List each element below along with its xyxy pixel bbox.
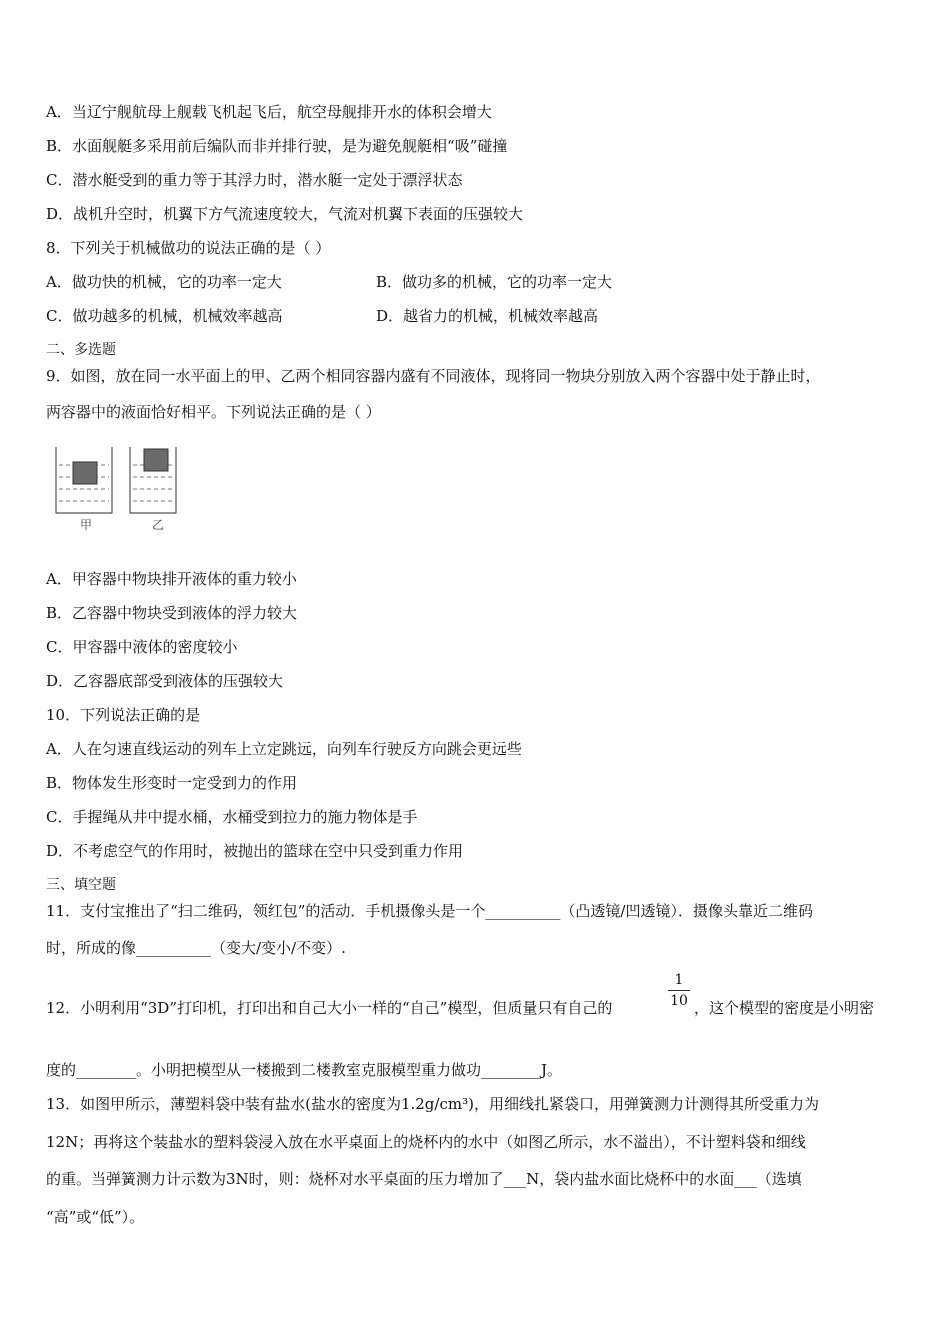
- q10-option-d: D．不考虑空气的作用时，被抛出的篮球在空中只受到重力作用: [46, 842, 464, 860]
- label-right-container: 乙: [151, 518, 165, 532]
- q7-option-d: D．战机升空时，机翼下方气流速度较大，气流对机翼下表面的压强较大: [46, 205, 524, 223]
- fraction-one-tenth: [668, 972, 690, 1009]
- section-heading-fill-in: 三、填空题: [46, 877, 116, 893]
- q10-option-c: C．手握绳从井中提水桶，水桶受到拉力的施力物体是手: [46, 808, 418, 826]
- block-in-left-container: [73, 462, 97, 484]
- fraction-numerator: 1: [674, 972, 684, 988]
- q11-line1: 11．支付宝推出了“扫二维码，领红包”的活动．手机摄像头是一个__________（凸透镜/凹透镜）．摄像头靠近二维码: [46, 902, 813, 920]
- q13-line1: 13．如图甲所示，薄塑料袋中装有盐水(盐水的密度为1.2g/cm³)，用细线扎紧袋口，用弹簧测力计测得其所受重力为: [46, 1095, 819, 1113]
- q9-stem-line1: 9．如图，放在同一水平面上的甲、乙两个相同容器内盛有不同液体，现将同一物块分别放入两个容器中处于静止时，: [46, 367, 821, 385]
- q9-option-c: C．甲容器中液体的密度较小: [46, 638, 238, 656]
- label-left-container: 甲: [79, 518, 93, 532]
- q9-stem-line2: 两容器中的液面恰好相平。下列说法正确的是（ ）: [46, 403, 381, 421]
- q12-line1-start: 12．小明利用“3D”打印机，打印出和自己大小一样的“自己”模型，但质量只有自己的: [46, 999, 613, 1017]
- q12-line2: 度的________。小明把模型从一楼搬到二楼教室克服模型重力做功________J。: [46, 1061, 563, 1079]
- q7-option-c: C．潜水艇受到的重力等于其浮力时，潜水艇一定处于漂浮状态: [46, 171, 463, 189]
- q10-option-a: A．人在匀速直线运动的列车上立定跳远，向列车行驶反方向跳会更远些: [46, 740, 522, 758]
- q9-container-figure: [50, 443, 180, 535]
- q13-line4: “高”或“低”）。: [46, 1208, 145, 1226]
- q13-line3: 的重。当弹簧测力计示数为3N时，则：烧杯对水平桌面的压力增加了___N，袋内盐水面比烧杯中的水面___（选填: [46, 1170, 802, 1188]
- q8-option-a: A．做功快的机械，它的功率一定大: [46, 273, 282, 291]
- q11-line2: 时，所成的像__________（变大/变小/不变）.: [46, 939, 346, 957]
- q10-stem: 10．下列说法正确的是: [46, 706, 201, 724]
- container-diagram: [50, 443, 180, 535]
- section-heading-multiple-choice: 二、多选题: [46, 342, 116, 358]
- fraction-denominator: 10: [670, 993, 688, 1009]
- q9-option-b: B．乙容器中物块受到液体的浮力较大: [46, 604, 298, 622]
- q8-stem: 8．下列关于机械做功的说法正确的是（ ）: [46, 239, 331, 257]
- q7-option-a: A．当辽宁舰航母上舰载飞机起飞后，航空母舰排开水的体积会增大: [46, 103, 492, 121]
- q8-option-b: B．做功多的机械，它的功率一定大: [376, 273, 613, 291]
- block-in-right-container: [144, 449, 168, 471]
- q9-option-a: A．甲容器中物块排开液体的重力较小: [46, 570, 297, 588]
- q10-option-b: B．物体发生形变时一定受到力的作用: [46, 774, 298, 792]
- q13-line2: 12N；再将这个装盐水的塑料袋浸入放在水平桌面上的烧杯内的水中（如图乙所示，水不溢出），不计塑料袋和细线: [46, 1133, 806, 1151]
- q9-option-d: D．乙容器底部受到液体的压强较大: [46, 672, 284, 690]
- q8-option-d: D．越省力的机械，机械效率越高: [376, 307, 599, 325]
- q7-option-b: B．水面舰艇多采用前后编队而非并排行驶，是为避免舰艇相“吸”碰撞: [46, 137, 508, 155]
- q8-option-c: C．做功越多的机械，机械效率越高: [46, 307, 283, 325]
- q12-line1-end: ，这个模型的密度是小明密: [694, 999, 875, 1017]
